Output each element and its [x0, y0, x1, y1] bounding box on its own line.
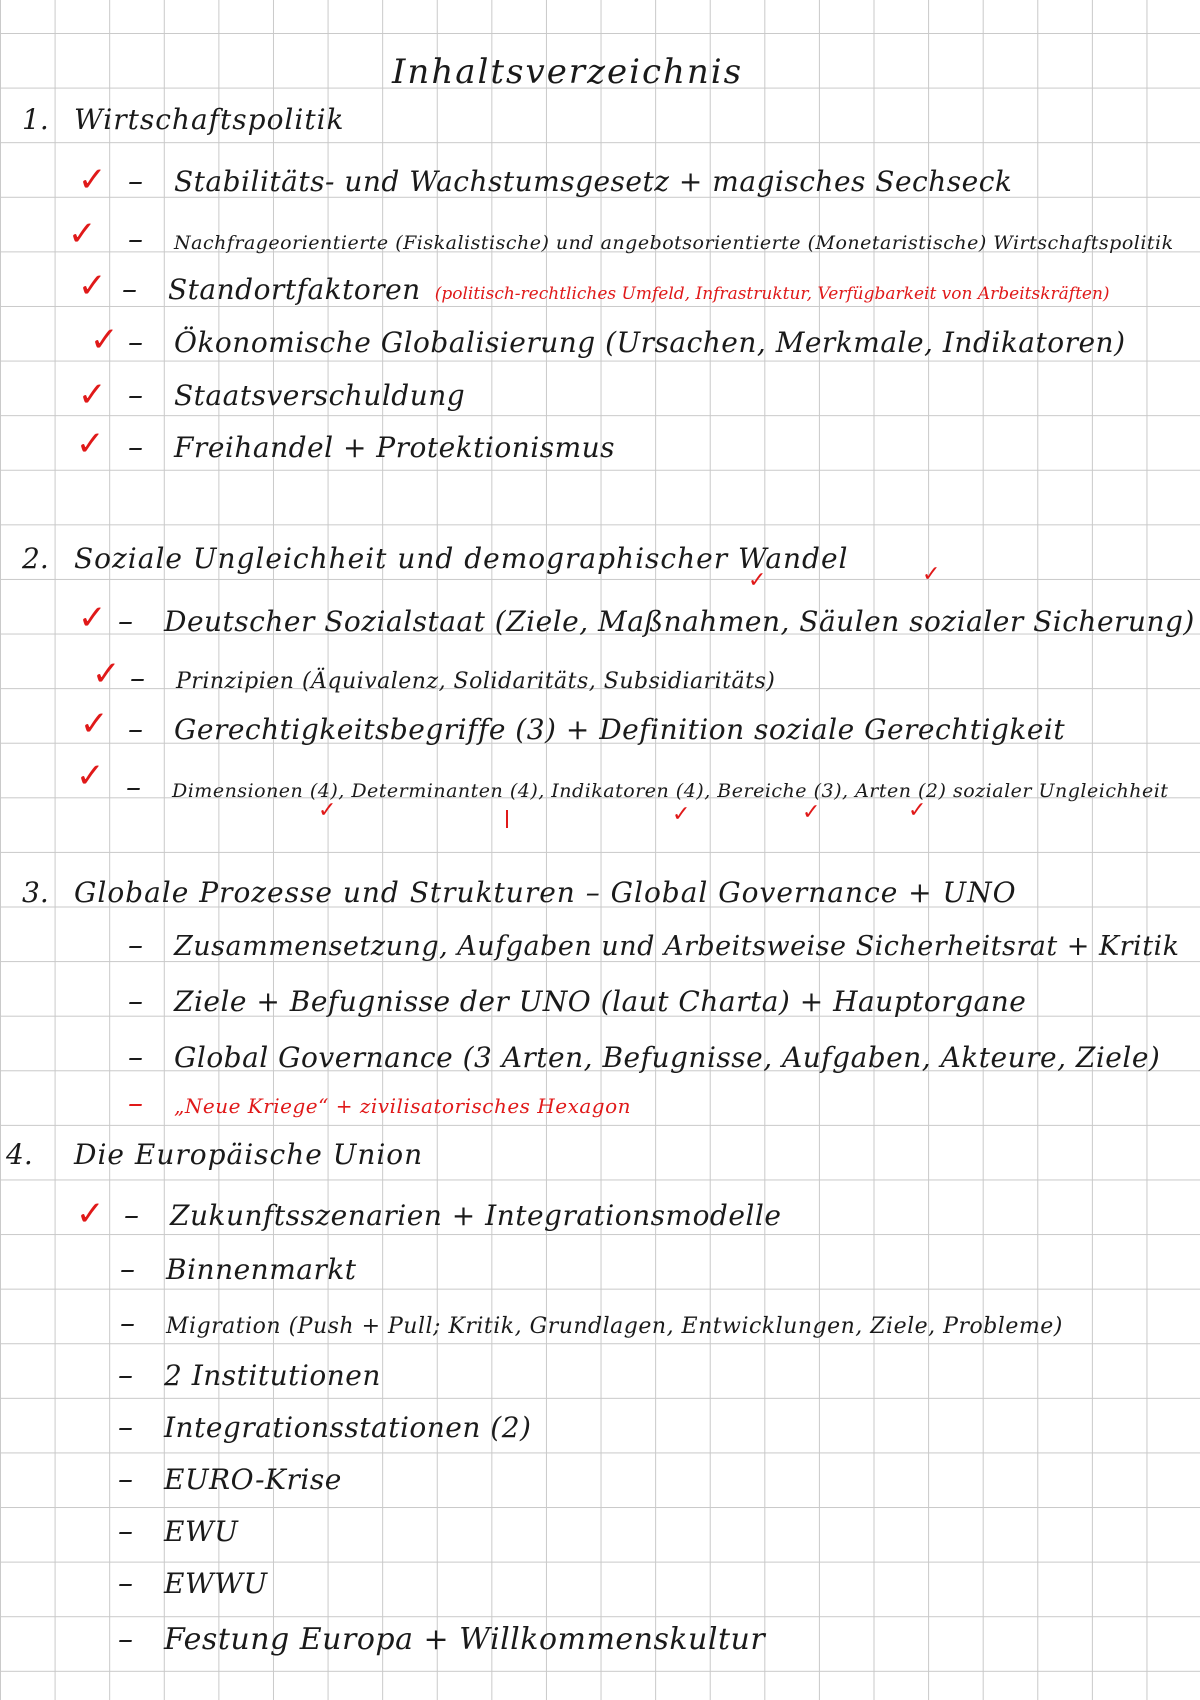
- list-item: [118, 1410, 531, 1445]
- dash-bullet: –: [130, 661, 145, 696]
- check-icon: ✓: [80, 704, 109, 744]
- item-text: Stabilitäts- und Wachstumsgesetz + magisches Sechseck: [174, 165, 1013, 198]
- item-text: Freihandel + Protektionismus: [174, 431, 616, 464]
- section-number: 3.: [22, 876, 49, 909]
- section-title: Globale Prozesse und Strukturen – Global Governance + UNO: [74, 876, 1017, 909]
- check-icon: ✓: [318, 798, 337, 823]
- list-item: [118, 1462, 342, 1497]
- item-text: „Neue Kriege“ + zivilisatorisches Hexagon: [174, 1094, 631, 1118]
- item-text: Binnenmarkt: [166, 1253, 357, 1286]
- list-item: [118, 1358, 381, 1393]
- list-item: [124, 1198, 781, 1233]
- check-icon: ✓: [78, 598, 107, 638]
- item-text: EWWU: [164, 1567, 268, 1600]
- item-text: Staatsverschuldung: [174, 379, 466, 412]
- section-number: 4.: [6, 1138, 33, 1171]
- item-text: Zusammensetzung, Aufgaben und Arbeitsweise Sicherheitsrat + Kritik: [174, 931, 1180, 962]
- dash-bullet: –: [120, 1252, 135, 1287]
- section-2-heading: [22, 542, 849, 575]
- dash-bullet: –: [128, 712, 143, 747]
- item-text: Ziele + Befugnisse der UNO (laut Charta) + Hauptorgane: [174, 985, 1027, 1018]
- dash-bullet: –: [128, 984, 143, 1019]
- check-icon: ✓: [92, 654, 121, 694]
- item-text: EURO-Krise: [164, 1463, 342, 1496]
- list-item: [128, 928, 1180, 963]
- check-icon: ✓: [908, 798, 927, 823]
- check-icon: ✓: [922, 562, 941, 587]
- dash-bullet: –: [118, 1566, 133, 1601]
- section-title: Wirtschaftspolitik: [74, 103, 345, 136]
- item-text: Integrationsstationen (2): [164, 1411, 532, 1444]
- list-item: [118, 1566, 268, 1601]
- item-text: EWU: [164, 1515, 239, 1548]
- check-icon: ✓: [748, 568, 767, 593]
- section-number: 2.: [22, 542, 49, 575]
- page-title: Inhaltsverzeichnis: [392, 52, 744, 92]
- list-item: [128, 1040, 1160, 1075]
- section-title: Die Europäische Union: [74, 1138, 424, 1171]
- item-text: Dimensionen (4), Determinanten (4), Indikatoren (4), Bereiche (3), Arten (2) sozialer Ungleichheit: [172, 780, 1169, 802]
- list-item: [128, 164, 1012, 199]
- dash-bullet: –: [118, 1410, 133, 1445]
- dash-bullet: –: [118, 1462, 133, 1497]
- list-item: [128, 712, 1065, 747]
- check-icon: ✓: [90, 320, 119, 360]
- item-text: Global Governance (3 Arten, Befugnisse, Aufgaben, Akteure, Ziele): [174, 1041, 1161, 1074]
- list-item: [126, 770, 1168, 805]
- dash-bullet: –: [128, 430, 143, 465]
- section-3-heading: [22, 876, 1017, 909]
- list-item: [128, 430, 615, 465]
- dash-bullet: –: [124, 1198, 139, 1233]
- check-icon: ✓: [68, 214, 97, 254]
- check-icon: ✓: [76, 1194, 105, 1234]
- check-icon: ✓: [78, 266, 107, 306]
- tick-mark: [506, 810, 508, 828]
- section-number: 1.: [22, 103, 49, 136]
- list-item: [128, 984, 1026, 1019]
- item-text: 2 Institutionen: [164, 1359, 381, 1392]
- item-text: Gerechtigkeitsbegriffe (3) + Definition soziale Gerechtigkeit: [174, 713, 1066, 746]
- dash-bullet: –: [118, 604, 133, 639]
- item-text: Prinzipien (Äquivalenz, Solidaritäts, Subsidiaritäts): [176, 669, 776, 694]
- dash-bullet: –: [118, 1622, 133, 1657]
- section-title: Soziale Ungleichheit und demographischer Wandel: [74, 542, 849, 575]
- item-text: Deutscher Sozialstaat (Ziele, Maßnahmen, Säulen sozialer Sicherung): [164, 605, 1195, 638]
- item-text: Zukunftsszenarien + Integrationsmodelle: [170, 1199, 782, 1232]
- list-item: [130, 661, 775, 696]
- check-icon: ✓: [76, 424, 105, 464]
- dash-bullet: –: [128, 325, 143, 360]
- dash-bullet: –: [118, 1358, 133, 1393]
- dash-bullet: –: [120, 1306, 135, 1341]
- check-icon: ✓: [76, 756, 105, 796]
- item-text: Migration (Push + Pull; Kritik, Grundlagen, Entwicklungen, Ziele, Probleme): [166, 1314, 1063, 1339]
- section-1-heading: [22, 103, 345, 136]
- list-item: [128, 222, 1174, 257]
- dash-bullet: –: [128, 222, 143, 257]
- check-icon: ✓: [78, 375, 107, 415]
- check-icon: ✓: [78, 160, 107, 200]
- list-item: [118, 1622, 765, 1657]
- list-item: [122, 272, 1110, 307]
- list-item: [118, 1514, 238, 1549]
- list-item: [118, 604, 1195, 639]
- item-text: Nachfrageorientierte (Fiskalistische) und angebotsorientierte (Monetaristische) Wirtschaftspolitik: [174, 232, 1174, 254]
- dash-bullet: –: [128, 1086, 143, 1121]
- list-item: [120, 1306, 1063, 1341]
- list-item: [128, 378, 465, 413]
- list-item: [128, 1086, 631, 1121]
- dash-bullet: –: [128, 378, 143, 413]
- dash-bullet: –: [128, 164, 143, 199]
- list-item: [128, 325, 1126, 360]
- item-text: Ökonomische Globalisierung (Ursachen, Merkmale, Indikatoren): [174, 326, 1126, 359]
- item-text: Festung Europa + Willkommenskultur: [164, 1622, 766, 1657]
- check-icon: ✓: [672, 802, 691, 827]
- section-4-heading: [6, 1138, 423, 1171]
- list-item: [120, 1252, 357, 1287]
- item-text: Standortfaktoren: [168, 273, 421, 306]
- dash-bullet: –: [126, 770, 141, 805]
- dash-bullet: –: [122, 272, 137, 307]
- item-note: (politisch-rechtliches Umfeld, Infrastruktur, Verfügbarkeit von Arbeitskräften): [434, 284, 1110, 304]
- dash-bullet: –: [128, 928, 143, 963]
- dash-bullet: –: [128, 1040, 143, 1075]
- dash-bullet: –: [118, 1514, 133, 1549]
- check-icon: ✓: [802, 800, 821, 825]
